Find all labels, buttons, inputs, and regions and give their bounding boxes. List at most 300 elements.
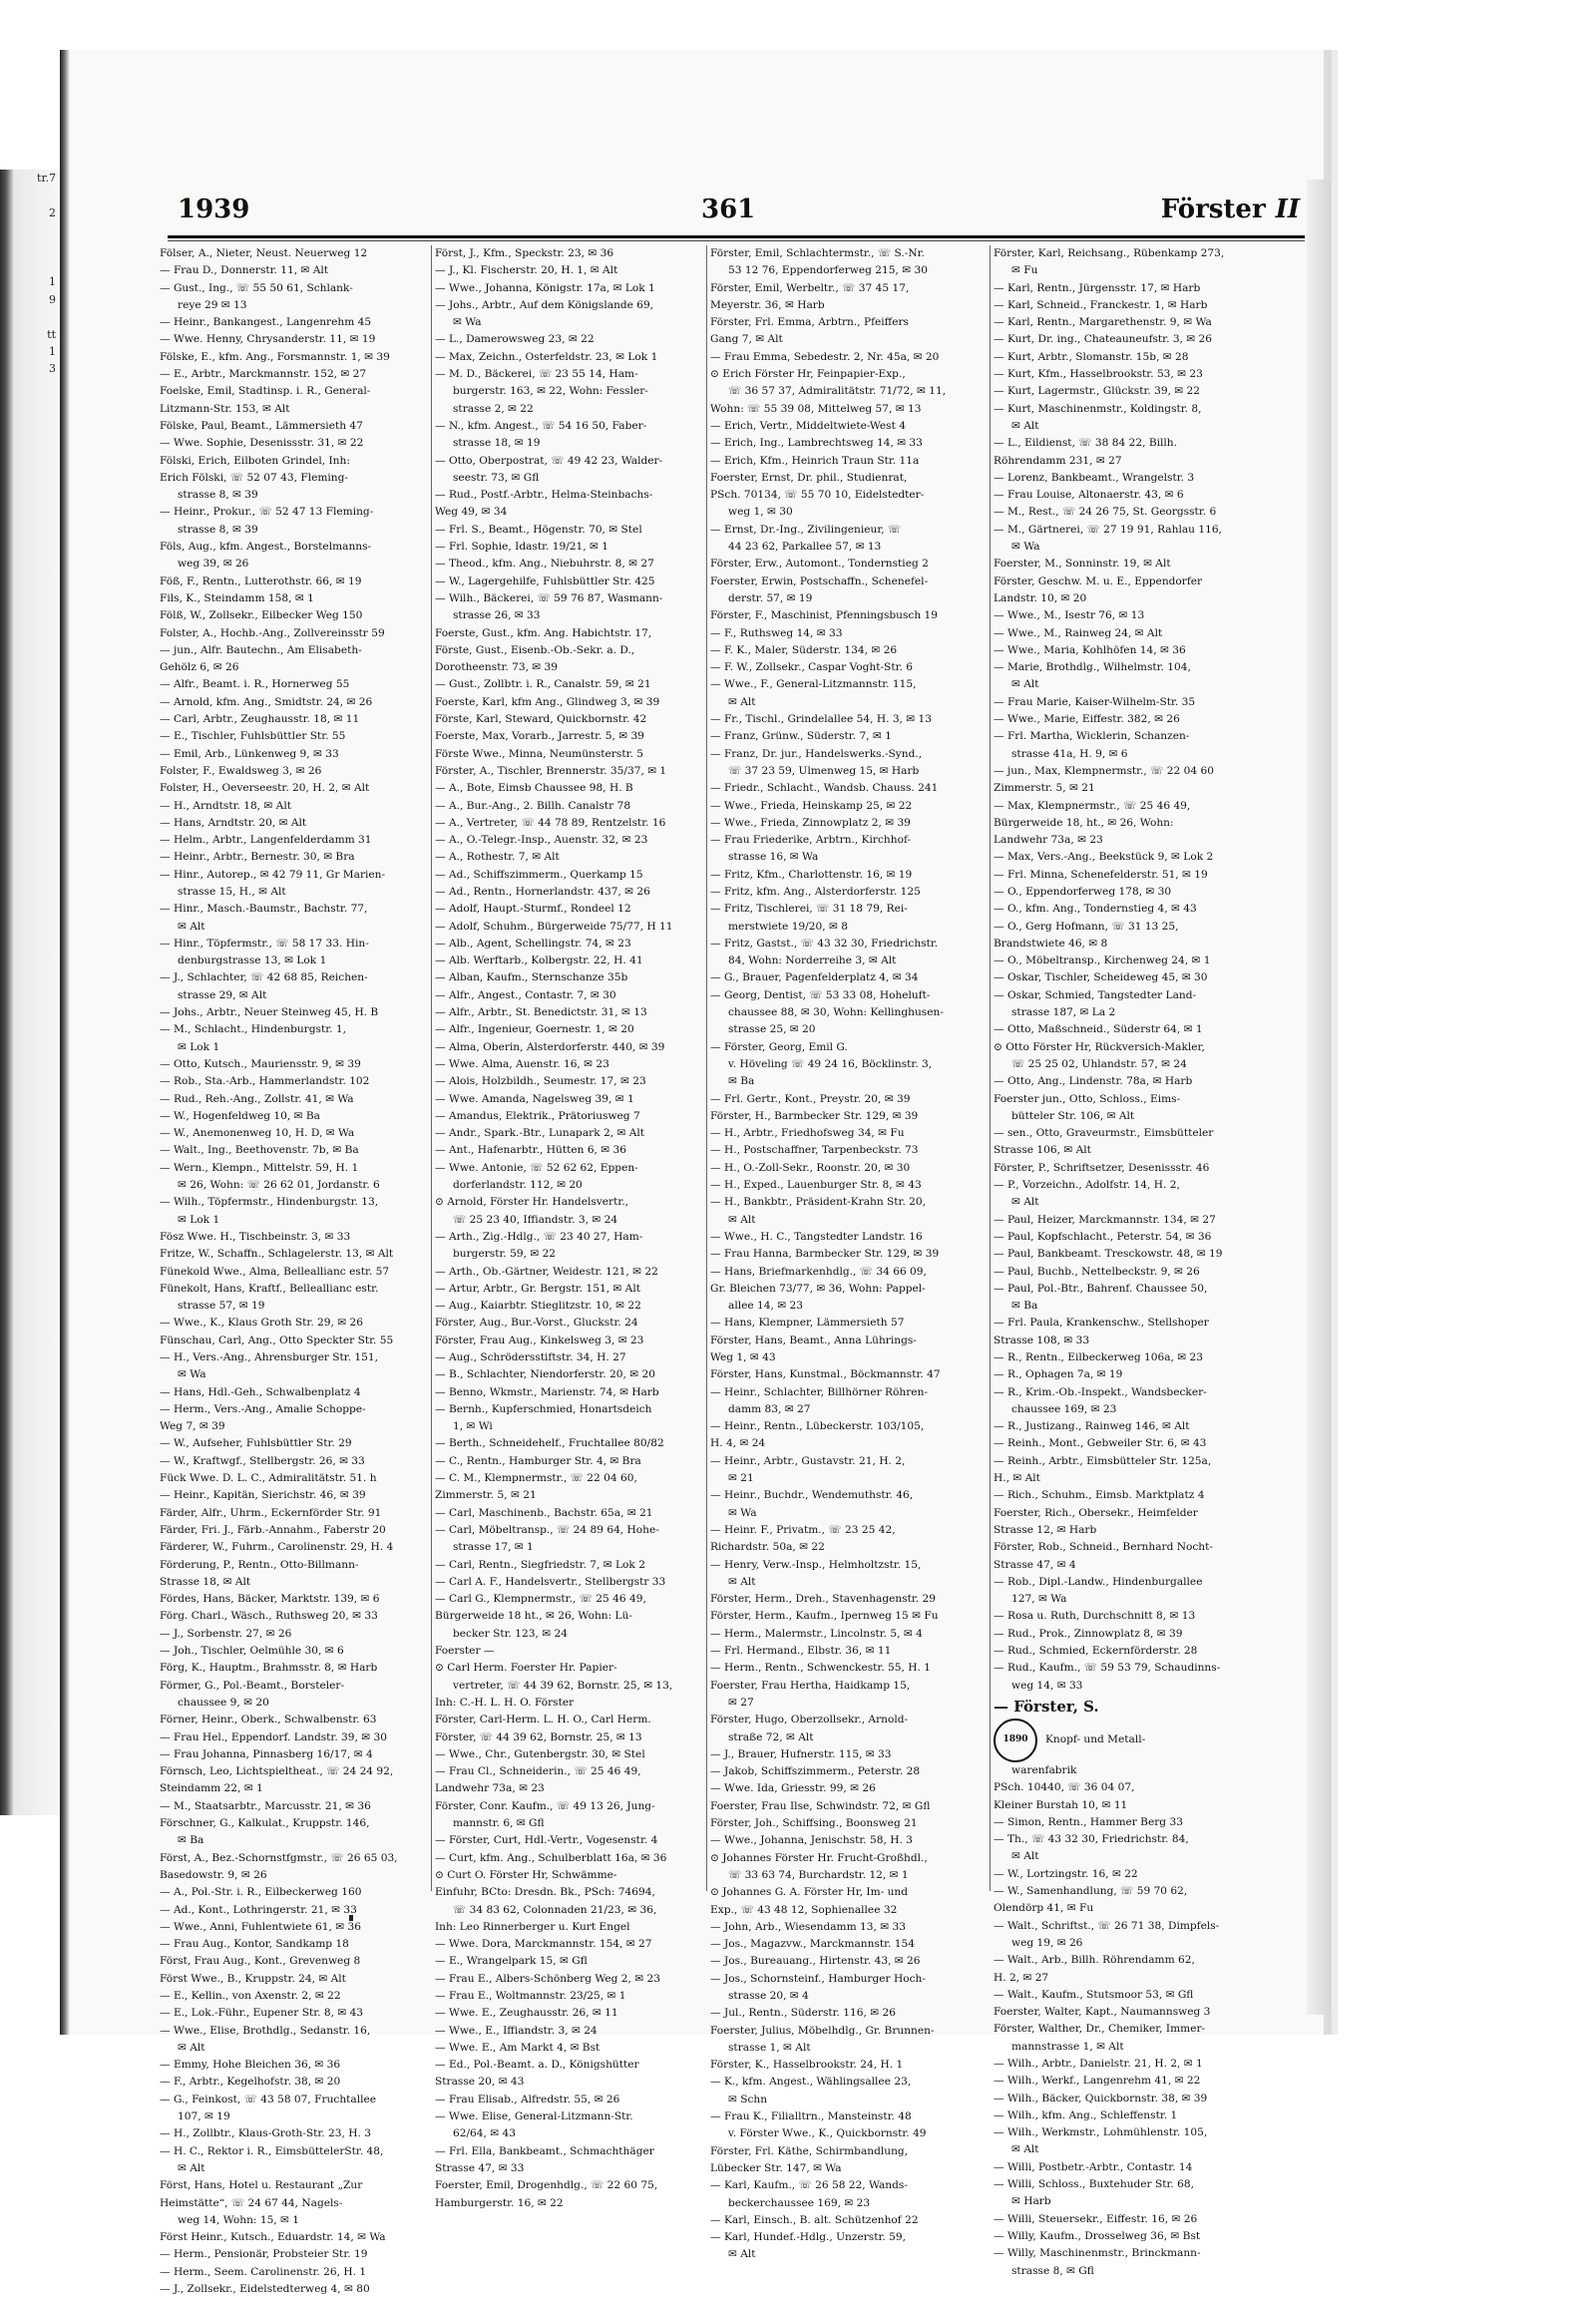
facing-page-fragment	[0, 603, 60, 620]
directory-entry-line: ✉ Alt	[178, 2161, 205, 2174]
directory-entry-line: — Rosa u. Ruth, Durchschnitt 8, ✉ 13	[994, 1610, 1196, 1623]
directory-entry-line: Förster, Karl, Reichsang., Rübenkamp 273,	[994, 247, 1225, 259]
directory-entry-line: — Jos., Magazvw., Marckmannstr. 154	[710, 1938, 915, 1951]
directory-entry-line: — Alois, Holzbildh., Seumestr. 17, ✉ 23	[435, 1075, 646, 1088]
directory-entry-line: chaussee 169, ✉ 23	[1011, 1402, 1117, 1415]
directory-entry-line: Förmer, G., Pol.-Beamt., Borsteler-	[160, 1679, 345, 1692]
directory-entry-line: Strasse 106, ✉ Alt	[994, 1144, 1091, 1157]
directory-entry-line: ✉ Alt	[1011, 678, 1039, 691]
directory-entry-line: — Willi, Schloss., Buxtehuder Str. 68,	[994, 2178, 1194, 2191]
directory-entry-line: strasse 29, ✉ Alt	[178, 988, 267, 1001]
directory-entry-line: — Frau Aug., Kontor, Sandkamp 18	[160, 1938, 349, 1951]
directory-entry-line: Fück Wwe. D. L. C., Admiralitätstr. 51. h	[160, 1472, 377, 1485]
directory-entry-line: — Frau E., Woltmannstr. 23/25, ✉ 1	[435, 1989, 626, 2002]
directory-entry-line: — Willy, Maschinenmstr., Brinckmann-	[994, 2247, 1201, 2260]
directory-entry-line: — Frau E., Albers-Schönberg Weg 2, ✉ 23	[435, 1972, 661, 1985]
directory-entry-line: Inh: Leo Rinnerberger u. Kurt Engel	[435, 1920, 630, 1933]
directory-entry-line: — Frau D., Donnerstr. 11, ✉ Alt	[160, 264, 329, 277]
directory-entry-line: — A., Vertreter, ☏ 44 78 89, Rentzelstr. 16	[435, 816, 666, 829]
directory-entry-line: — Wwe., Johanna, Königstr. 17a, ✉ Lok 1	[435, 281, 655, 294]
directory-entry-line: strasse 18, ✉ 19	[453, 437, 541, 450]
directory-entry-line: — Wwe. E., Am Markt 4, ✉ Bst	[435, 2041, 600, 2054]
facing-page-fragment	[0, 552, 60, 569]
header-rule	[168, 235, 1305, 238]
directory-entry-line: — W., Lagergehilfe, Fuhlsbüttler Str. 425	[435, 574, 655, 587]
directory-entry-line: ✉ Alt	[728, 1213, 756, 1226]
directory-entry-line: — Wwe., E., Iffiandstr. 3, ✉ 24	[435, 2024, 598, 2037]
directory-entry-line: — Heinr., Schlachter, Billhörner Röhren-	[710, 1385, 928, 1398]
directory-entry-line: — Oskar, Tischler, Scheideweg 45, ✉ 30	[994, 971, 1208, 984]
facing-page-fragment	[0, 742, 60, 759]
directory-entry-line: Färder, Alfr., Uhrm., Eckernförder Str. 91	[160, 1506, 382, 1519]
directory-entry-line: Foerster, M., Sonninstr. 19, ✉ Alt	[994, 558, 1171, 571]
directory-entry-line: — B., Schlachter, Niendorferstr. 20, ✉ 20	[435, 1368, 655, 1381]
facing-page-fragment: 9	[49, 292, 56, 306]
directory-entry-line: — Andr., Spark.-Btr., Lunapark 2, ✉ Alt	[435, 1127, 645, 1140]
left-page-edge	[0, 170, 60, 1815]
directory-entry-line: ✉ Wa	[453, 316, 482, 329]
facing-page-fragment	[0, 1437, 60, 1454]
directory-entry-line: Foerste, Gust., kfm. Ang. Habichtstr. 17,	[435, 626, 652, 639]
directory-entry-line: ✉ Alt	[1011, 2143, 1039, 2156]
directory-entry-line: Strasse 47, ✉ 4	[994, 1558, 1076, 1571]
directory-entry-line: — Heinr., Kapitän, Sierichstr. 46, ✉ 39	[160, 1489, 366, 1502]
firm-logo-text: Knopf- und Metall-	[1045, 1733, 1146, 1746]
directory-entry-line: — L., Damerowsweg 23, ✉ 22	[435, 333, 595, 346]
facing-page-fragment	[0, 535, 60, 552]
facing-page-fragment	[0, 1628, 60, 1645]
directory-entry-line: — W., Anemonenweg 10, H. D, ✉ Wa	[160, 1127, 355, 1140]
header-year: 1939	[178, 194, 250, 224]
directory-entry-line: — Walt., Ing., Beethovenstr. 7b, ✉ Ba	[160, 1144, 359, 1157]
directory-entry-line: ✉ Alt	[728, 2248, 756, 2261]
directory-entry-line: Förste, Gust., Eisenb.-Ob.-Sekr. a. D.,	[435, 643, 635, 656]
directory-entry-line: — M., Rest., ☏ 24 26 75, St. Georgsstr. 6	[994, 506, 1217, 519]
directory-entry-line: Förster, Rob., Schneid., Bernhard Nocht-	[994, 1541, 1213, 1554]
directory-entry-line: Strasse 12, ✉ Harb	[994, 1523, 1097, 1536]
facing-page-fragment	[0, 777, 60, 794]
directory-entry-line: — Heinr., Buchdr., Wendemuthstr. 46,	[710, 1489, 914, 1502]
facing-page-fragment	[0, 1680, 60, 1697]
directory-entry-line: — Lorenz, Bankbeamt., Wrangelstr. 3	[994, 471, 1195, 484]
facing-page-fragment	[0, 1559, 60, 1576]
directory-entry-line: — Frl. Sophie, Idastr. 19/21, ✉ 1	[435, 541, 608, 554]
directory-entry-line: — R., Rentn., Eilbeckerweg 106a, ✉ 23	[994, 1351, 1204, 1363]
directory-entry-line: strasse 15, H., ✉ Alt	[178, 885, 286, 898]
directory-entry-line: — H. C., Rektor i. R., EimsbüttelerStr. 48,	[160, 2144, 384, 2157]
directory-entry-line: Strasse 18, ✉ Alt	[160, 1575, 251, 1588]
directory-entry-line: — Gust., Ing., ☏ 55 50 61, Schlank-	[160, 281, 353, 294]
directory-entry-line: — Alban, Kaufm., Sternschanze 35b	[435, 971, 628, 984]
directory-entry-line: — Th., ☏ 43 32 30, Friedrichstr. 84,	[994, 1833, 1189, 1846]
facing-page-fragment	[0, 1055, 60, 1072]
directory-entry-line: — W., Hogenfeldweg 10, ✉ Ba	[160, 1109, 320, 1122]
directory-entry-line: Förster, Herm., Dreh., Stavenhagenstr. 29	[710, 1593, 937, 1606]
facing-page-fragment	[0, 1298, 60, 1315]
directory-entry-line: — John, Arb., Wiesendamm 13, ✉ 33	[710, 1920, 906, 1933]
directory-entry-line: — Emmy, Hohe Bleichen 36, ✉ 36	[160, 2059, 341, 2072]
directory-entry-line: — Willy, Kaufm., Drosselweg 36, ✉ Bst	[994, 2229, 1201, 2242]
directory-entry-line: — Wwe., K., Klaus Groth Str. 29, ✉ 26	[160, 1317, 363, 1330]
directory-entry-line: — Heinr. F., Privatm., ☏ 23 25 42,	[710, 1523, 896, 1536]
directory-entry-line: Förster, Frau Aug., Kinkelsweg 3, ✉ 23	[435, 1334, 644, 1346]
directory-entry-line: strasse 26, ✉ 33	[453, 609, 541, 622]
facing-page-fragment	[0, 1732, 60, 1749]
directory-entry-line: — F. K., Maler, Süderstr. 134, ✉ 26	[710, 643, 898, 656]
directory-entry-line: — R., Ophagen 7a, ✉ 19	[994, 1368, 1123, 1381]
directory-entry-line: Förster, Walther, Dr., Chemiker, Immer-	[994, 2023, 1206, 2036]
directory-entry-line: — R., Krim.-Ob.-Inspekt., Wandsbecker-	[994, 1385, 1207, 1398]
directory-entry-line: Inh: C.-H. L. H. O. Förster	[435, 1696, 575, 1709]
directory-entry-line: Förste Wwe., Minna, Neumünsterstr. 5	[435, 747, 643, 760]
directory-entry-line: — Herm., Rentn., Schwenckestr. 55, H. 1	[710, 1662, 931, 1675]
facing-page-fragment	[0, 968, 60, 985]
directory-entry-line: Förster, Frl. Käthe, Schirmbandlung,	[710, 2144, 909, 2157]
directory-entry-line: 84, Wohn: Norderreihe 3, ✉ Alt	[728, 955, 897, 967]
directory-entry-line: — Wwe., Johanna, Jenischstr. 58, H. 3	[710, 1834, 913, 1847]
directory-entry-line: Fölski, Erich, Eilboten Grindel, Inh:	[160, 454, 350, 467]
directory-entry-line: — Wwe., Elise, Brothdlg., Sedanstr. 16,	[160, 2024, 371, 2037]
facing-page-fragment	[0, 221, 60, 238]
directory-entry-line: — Fritz, kfm. Ang., Alsterdorferstr. 125	[710, 885, 921, 898]
facing-page-fragment	[0, 1211, 60, 1228]
directory-entry-line: ⊙ Arnold, Förster Hr. Handelsvertr.,	[435, 1196, 629, 1209]
directory-entry-line: — Kurt, Lagermstr., Glückstr. 39, ✉ 22	[994, 385, 1201, 398]
directory-entry-line: Zimmerstr. 5, ✉ 21	[994, 782, 1095, 795]
facing-page-fragment	[0, 1072, 60, 1089]
directory-entry-line: Bürgerweide 18 ht., ✉ 26, Wohn: Lü-	[435, 1610, 632, 1623]
seal-icon: 1890	[994, 1719, 1037, 1762]
directory-entry-line: — Hans, Arndtstr. 20, ✉ Alt	[160, 816, 307, 829]
directory-entry-line: — Otto, Oberpostrat, ☏ 49 42 23, Walder-	[435, 454, 663, 467]
directory-entry-line: 53 12 76, Eppendorferweg 215, ✉ 30	[728, 264, 928, 277]
directory-entry-line: — Wilh., kfm. Ang., Schleffenstr. 1	[994, 2108, 1178, 2121]
directory-entry-line: — Frl. Gertr., Kont., Preystr. 20, ✉ 39	[710, 1092, 911, 1105]
firm-heading: — Förster, S.	[994, 1697, 1099, 1716]
column-separator	[431, 245, 432, 1891]
directory-entry-line: Röhrendamm 231, ✉ 27	[994, 454, 1122, 467]
directory-entry-line: ✉ Wa	[1011, 541, 1040, 554]
directory-entry-line: — Wilh., Bäckerei, ☏ 59 76 87, Wasmann-	[435, 591, 663, 604]
directory-entry-line: Förg, K., Hauptm., Brahmsstr. 8, ✉ Harb	[160, 1662, 378, 1675]
facing-page-fragment	[0, 1593, 60, 1610]
directory-entry-line: — J., Zollsekr., Eidelstedterweg 4, ✉ 80	[160, 2283, 370, 2296]
directory-entry-line: Förster, Joh., Schiffsing., Boonsweg 21	[710, 1817, 918, 1830]
directory-entry-line: weg 14, Wohn: 15, ✉ 1	[178, 2213, 300, 2226]
directory-entry-line: strasse 1, ✉ Alt	[728, 2041, 811, 2054]
directory-entry-line: — Wwe. Sophie, Desenissstr. 31, ✉ 22	[160, 437, 364, 450]
directory-entry-line: — Heinr., Prokur., ☏ 52 47 13 Fleming-	[160, 506, 374, 519]
directory-entry-line: — E., Lok.-Führ., Eupener Str. 8, ✉ 43	[160, 2007, 364, 2020]
directory-entry-line: — E., Tischler, Fuhlsbüttler Str. 55	[160, 730, 346, 743]
directory-entry-line: ✉ Schn	[728, 2093, 768, 2106]
directory-entry-line: — Jakob, Schiffszimmerm., Peterstr. 28	[710, 1765, 921, 1778]
facing-page-fragment	[0, 725, 60, 742]
directory-entry-line: — Wwe., H. C., Tangstedter Landstr. 16	[710, 1230, 923, 1243]
facing-page-fragment: tr.7	[37, 172, 56, 185]
directory-entry-line: — Max, Vers.-Ang., Beekstück 9, ✉ Lok 2	[994, 851, 1214, 864]
directory-entry-line: — Henry, Verw.-Insp., Helmholtzstr. 15,	[710, 1558, 922, 1571]
directory-entry-line: Foerster, Rich., Obersekr., Heimfelder	[994, 1506, 1198, 1519]
directory-entry-line: Foerster, Walter, Kapt., Naumannsweg 3	[994, 2006, 1211, 2019]
directory-entry-line: — W., Samenhandlung, ☏ 59 70 62,	[994, 1885, 1188, 1898]
directory-entry-line: — Frl. Ella, Bankbeamt., Schmachthäger	[435, 2144, 654, 2157]
directory-entry-line: — H., Zollbtr., Klaus-Groth-Str. 23, H. 3	[160, 2127, 371, 2140]
directory-entry-line: — Wwe. Elise, General-Litzmann-Str.	[435, 2110, 633, 2123]
facing-page-fragment	[0, 1506, 60, 1523]
directory-entry-line: Förster, Frl. Emma, Arbtrn., Pfeiffers	[710, 316, 909, 329]
directory-entry-line: — Karl, Rentn., Margarethenstr. 9, ✉ Wa	[994, 316, 1212, 329]
directory-entry-line: — C. M., Klempnermstr., ☏ 22 04 60,	[435, 1472, 637, 1485]
header-name: Förster	[1160, 194, 1266, 224]
directory-entry-line: ☏ 36 57 37, Admiralitätstr. 71/72, ✉ 11,	[728, 385, 947, 398]
directory-entry-line: — H., Exped., Lauenburger Str. 8, ✉ 43	[710, 1179, 922, 1192]
facing-page-fragment	[0, 1646, 60, 1663]
directory-entry-line: — C., Rentn., Hamburger Str. 4, ✉ Bra	[435, 1454, 641, 1467]
directory-entry-line: dorferlandstr. 112, ✉ 20	[453, 1179, 583, 1192]
directory-entry-line: Förster, Aug., Bur.-Vorst., Gluckstr. 24	[435, 1317, 638, 1330]
column-3	[710, 245, 982, 2261]
directory-entry-line: H. 2, ✉ 27	[994, 1971, 1049, 1984]
directory-entry-line: Fünekolt, Hans, Kraftf., Belleallianc estr.	[160, 1282, 379, 1295]
directory-entry-line: — Carl A. F., Handelsvertr., Stellbergstr 33	[435, 1575, 666, 1588]
directory-entry-line: Heimstätte“, ☏ 24 67 44, Nagels-	[160, 2196, 343, 2209]
directory-entry-line: Fösz Wwe. H., Tischbeinstr. 3, ✉ 33	[160, 1230, 351, 1243]
directory-entry-line: — W., Aufseher, Fuhlsbüttler Str. 29	[160, 1437, 352, 1450]
directory-entry-line: — H., Arbtr., Friedhofsweg 34, ✉ Fu	[710, 1127, 905, 1140]
directory-entry-line: ✉ Wa	[728, 1506, 757, 1519]
directory-entry-line: Erich Fölski, ☏ 52 07 43, Fleming-	[160, 471, 348, 484]
directory-entry-line: Förschner, G., Kalkulat., Kruppstr. 146,	[160, 1817, 370, 1830]
directory-entry-line: ☏ 33 63 74, Burchardstr. 12, ✉ 1	[728, 1868, 909, 1881]
directory-entry-line: Förster, Herm., Kaufm., Ipernweg 15 ✉ Fu	[710, 1610, 939, 1623]
directory-entry-line: — Heinr., Arbtr., Gustavstr. 21, H. 2,	[710, 1454, 906, 1467]
directory-entry-line: — Förster, Georg, Emil G.	[710, 1040, 848, 1053]
directory-entry-line: — Curt, kfm. Ang., Schulberblatt 16a, ✉ 36	[435, 1851, 667, 1864]
directory-entry-line: — Otto, Maßschneid., Süderstr 64, ✉ 1	[994, 1023, 1203, 1036]
directory-entry-line: — E., Wrangelpark 15, ✉ Gfl	[435, 1955, 588, 1968]
directory-entry-line: — Rud., Reh.-Ang., Zollstr. 41, ✉ Wa	[160, 1092, 354, 1105]
directory-entry-line: Först, A., Bez.-Schornstfgmstr., ☏ 26 65 03,	[160, 1851, 398, 1864]
directory-entry-line: Förster, P., Schriftsetzer, Desenissstr. 46	[994, 1161, 1210, 1174]
directory-entry-line: Förster, Erw., Automont., Tondernstieg 2	[710, 558, 929, 571]
directory-entry-line: Förster, Hans, Kunstmal., Böckmannstr. 47	[710, 1368, 941, 1381]
directory-entry-line: — Willi, Postbetr.-Arbtr., Contastr. 14	[994, 2160, 1193, 2173]
directory-entry-line: Förster, Hans, Beamt., Anna Lührings-	[710, 1334, 917, 1346]
directory-entry-line: warenfabrik	[1011, 1763, 1077, 1776]
directory-entry-line: — Carl, Rentn., Siegfriedstr. 7, ✉ Lok 2	[435, 1558, 645, 1571]
directory-entry-line: strasse 8, ✉ 39	[178, 523, 258, 536]
directory-entry-line: — P., Vorzeichn., Adolfstr. 14, H. 2,	[994, 1179, 1180, 1192]
directory-entry-line: — Max, Zeichn., Osterfeldstr. 23, ✉ Lok 1	[435, 350, 658, 363]
directory-entry-line: Förste, Karl, Steward, Quickbornstr. 42	[435, 713, 647, 726]
directory-entry-line: Olendörp 41, ✉ Fu	[994, 1902, 1094, 1915]
header-rule-thin	[168, 240, 1305, 241]
directory-entry-line: — F., Arbtr., Kegelhofstr. 38, ✉ 20	[160, 2076, 341, 2089]
facing-page-fragment	[0, 760, 60, 777]
firm-logo-line	[994, 1719, 1265, 1762]
facing-page-fragment	[0, 621, 60, 638]
directory-entry-line: 62/64, ✉ 43	[453, 2127, 516, 2140]
directory-entry-line: — J., Sorbenstr. 27, ✉ 26	[160, 1627, 292, 1640]
directory-entry-line: Förster, K., Hasselbrookstr. 24, H. 1	[710, 2059, 904, 2072]
directory-entry-line: — Carl, Möbeltransp., ☏ 24 89 64, Hohe-	[435, 1523, 659, 1536]
facing-page-fragment	[0, 1384, 60, 1401]
directory-entry-line: — Herm., Pensionär, Probsteier Str. 19	[160, 2248, 368, 2261]
facing-page-fragment	[0, 1124, 60, 1141]
directory-entry-line: — Wwe. Henny, Chrysanderstr. 11, ✉ 19	[160, 333, 376, 346]
directory-entry-line: Lübecker Str. 147, ✉ Wa	[710, 2161, 842, 2174]
directory-entry-line: — Frl. S., Beamt., Högenstr. 70, ✉ Stel	[435, 523, 642, 536]
directory-entry-line: Landwehr 73a, ✉ 23	[994, 834, 1103, 847]
directory-entry-line: — Max, Klempnermstr., ☏ 25 46 49,	[994, 799, 1191, 812]
directory-entry-line: ✉ Alt	[178, 2041, 205, 2054]
directory-entry-line: — E., Arbtr., Marckmannstr. 152, ✉ 27	[160, 368, 367, 381]
directory-entry-line: Steindamm 22, ✉ 1	[160, 1782, 263, 1795]
directory-entry-line: — K., kfm. Angest., Wählingsallee 23,	[710, 2076, 912, 2089]
directory-entry-line: PSch. 70134, ☏ 55 70 10, Eidelstedter-	[710, 489, 925, 502]
directory-entry-line: strasse 57, ✉ 19	[178, 1300, 265, 1313]
directory-entry-line: — Wwe., M., Isestr 76, ✉ 13	[994, 609, 1145, 622]
directory-entry-line: Litzmann-Str. 153, ✉ Alt	[160, 402, 290, 415]
directory-entry-line: Weg 49, ✉ 34	[435, 506, 508, 519]
directory-entry-line: — Ad., Kont., Lothringerstr. 21, ✉ 33	[160, 1903, 357, 1916]
directory-entry-line: Först, J., Kfm., Speckstr. 23, ✉ 36	[435, 247, 614, 259]
facing-page-fragment	[0, 1663, 60, 1680]
directory-entry-line: — Erich, Ing., Lambrechtsweg 14, ✉ 33	[710, 437, 923, 450]
directory-entry-line: — Fritz, Gastst., ☏ 43 32 30, Friedrichstr.	[710, 937, 939, 950]
directory-entry-line: — Herm., Malermstr., Lincolnstr. 5, ✉ 4	[710, 1627, 923, 1640]
directory-entry-line: Fritze, W., Schaffn., Schlagelerstr. 13, ✉ Alt	[160, 1248, 394, 1261]
directory-entry-line: — E., Kellin., von Axenstr. 2, ✉ 22	[160, 1989, 341, 2002]
directory-entry-line: 1, ✉ Wi	[453, 1420, 493, 1433]
directory-entry-line: Först, Hans, Hotel u. Restaurant „Zur	[160, 2179, 363, 2192]
directory-entry-line: — Simon, Rentn., Hammer Berg 33	[994, 1815, 1183, 1828]
directory-entry-line: Fünekold Wwe., Alma, Belleallianc estr. 57	[160, 1265, 390, 1278]
directory-entry-line: Strasse 108, ✉ 33	[994, 1334, 1090, 1346]
directory-entry-line: — Alfr., Ingenieur, Goernestr. 1, ✉ 20	[435, 1023, 634, 1036]
directory-entry-line: — Karl, Schneid., Franckestr. 1, ✉ Harb	[994, 298, 1208, 311]
directory-entry-line: Strasse 47, ✉ 33	[435, 2161, 525, 2174]
directory-entry-line: — Walt., Arb., Billh. Röhrendamm 62,	[994, 1954, 1195, 1967]
page-header	[178, 194, 1300, 230]
directory-entry-line: — Walt., Schriftst., ☏ 26 71 38, Dimpfels-	[994, 1919, 1220, 1932]
directory-entry-line: Basedowstr. 9, ✉ 26	[160, 1868, 267, 1881]
directory-entry-line: — Kurt, Arbtr., Slomanstr. 15b, ✉ 28	[994, 350, 1189, 363]
facing-page-fragment: 1	[49, 275, 56, 289]
directory-entry-line: Fördes, Hans, Bäcker, Marktstr. 139, ✉ 6	[160, 1593, 380, 1606]
directory-entry-line: Fils, K., Steindamm 158, ✉ 1	[160, 591, 314, 604]
directory-entry-line: — Joh., Tischler, Oelmühle 30, ✉ 6	[160, 1645, 344, 1658]
directory-entry-line: v. Höveling ☏ 49 24 16, Böcklinstr. 3,	[728, 1057, 933, 1070]
directory-entry-line: — Friedr., Schlacht., Wandsb. Chauss. 241	[710, 782, 939, 795]
directory-entry-line: Föls, Aug., kfm. Angest., Borstelmanns-	[160, 541, 372, 554]
directory-entry-line: Förster, A., Tischler, Brennerstr. 35/37, ✉ 1	[435, 764, 667, 777]
directory-entry-line: — Erich, Vertr., Middeltwiete-West 4	[710, 419, 906, 432]
directory-entry-line: — Frl. Martha, Wicklerin, Schanzen-	[994, 730, 1190, 743]
directory-entry-line: Meyerstr. 36, ✉ Harb	[710, 298, 825, 311]
directory-entry-line: Gehölz 6, ✉ 26	[160, 661, 239, 674]
directory-entry-line: Gang 7, ✉ Alt	[710, 333, 783, 346]
directory-entry-line: — Jos., Schornsteinf., Hamburger Hoch-	[710, 1972, 926, 1985]
directory-entry-line: — H., Arndtstr. 18, ✉ Alt	[160, 799, 291, 812]
directory-entry-line: Förg. Charl., Wäsch., Ruthsweg 20, ✉ 33	[160, 1610, 378, 1623]
directory-entry-line: ✉ 27	[728, 1696, 754, 1709]
directory-entry-line: ✉ Alt	[1011, 419, 1039, 432]
directory-entry-line: — A., Bur.-Ang., 2. Billh. Canalstr 78	[435, 799, 631, 812]
facing-page-fragment	[0, 882, 60, 899]
directory-entry-line: Förster, Emil, Schlachtermstr., ☏ S.-Nr.	[710, 247, 925, 259]
directory-entry-line: ✉ Lok 1	[178, 1213, 220, 1226]
directory-entry-line: — Wilh., Arbtr., Danielstr. 21, H. 2, ✉ 1	[994, 2057, 1203, 2070]
directory-entry-line: allee 14, ✉ 23	[728, 1300, 803, 1313]
directory-entry-line: — G., Feinkost, ☏ 43 58 07, Fruchtallee	[160, 2093, 377, 2106]
directory-entry-line: — Wwe. Antonie, ☏ 52 62 62, Eppen-	[435, 1161, 638, 1174]
facing-page-fragment	[0, 864, 60, 881]
directory-entry-line: — Georg, Dentist, ☏ 53 33 08, Hoheluft-	[710, 988, 931, 1001]
directory-entry-line: — Wwe. Dora, Marckmannstr. 154, ✉ 27	[435, 1938, 652, 1951]
directory-entry-line: Först Wwe., B., Kruppstr. 24, ✉ Alt	[160, 1972, 346, 1985]
directory-entry-line: ⊙ Curt O. Förster Hr, Schwämme-	[435, 1868, 617, 1881]
directory-entry-line: ⊙ Johannes Förster Hr. Frucht-Großhdl.,	[710, 1851, 928, 1864]
directory-entry-line: — Fr., Tischl., Grindelallee 54, H. 3, ✉ 13	[710, 713, 933, 726]
directory-entry-line: ✉ Harb	[1011, 2195, 1051, 2208]
facing-page-fragment	[0, 934, 60, 951]
directory-entry-line: Hamburgerstr. 16, ✉ 22	[435, 2196, 564, 2209]
directory-entry-line: — Wwe., Frieda, Zinnowplatz 2, ✉ 39	[710, 816, 911, 829]
directory-entry-line: — Franz, Grünw., Süderstr. 7, ✉ 1	[710, 730, 892, 743]
directory-entry-line: — Paul, Bankbeamt. Tresckowstr. 48, ✉ 19	[994, 1248, 1223, 1261]
directory-entry-line: Folster, F., Ewaldsweg 3, ✉ 26	[160, 764, 322, 777]
facing-page-fragment	[0, 239, 60, 256]
directory-entry-line: Först, Frau Aug., Kont., Grevenweg 8	[160, 1955, 361, 1968]
facing-page-fragment	[0, 1159, 60, 1176]
facing-page-fragment	[0, 1316, 60, 1333]
directory-entry-line: Foerster, Julius, Möbelhdlg., Gr. Brunnen-	[710, 2024, 935, 2037]
directory-entry-line: — Rud., Postf.-Arbtr., Helma-Steinbachs-	[435, 489, 653, 502]
directory-entry-line: — Wwe. Alma, Auenstr. 16, ✉ 23	[435, 1057, 609, 1070]
facing-page-fragment	[0, 1177, 60, 1194]
facing-page-fragment	[0, 187, 60, 203]
directory-entry-line: — W., Kraftwgf., Stellbergstr. 26, ✉ 33	[160, 1454, 365, 1467]
facing-page-fragment	[0, 899, 60, 916]
directory-entry-line: — Ad., Rentn., Hornerlandstr. 437, ✉ 26	[435, 885, 650, 898]
directory-entry-line: — Arth., Ob.-Gärtner, Weidestr. 121, ✉ 22	[435, 1265, 658, 1278]
directory-entry-line: Fünschau, Carl, Ang., Otto Speckter Str. 55	[160, 1334, 394, 1346]
directory-entry-line: — Frau Cl., Schneiderin., ☏ 25 46 49,	[435, 1765, 641, 1778]
ink-speck	[349, 1915, 353, 1921]
directory-entry-line: — A., O.-Telegr.-Insp., Auenstr. 32, ✉ 23	[435, 834, 648, 847]
facing-page-fragment	[0, 1037, 60, 1054]
directory-entry-line: — jun., Max, Klempnermstr., ☏ 22 04 60	[994, 764, 1214, 777]
directory-entry-line: straße 72, ✉ Alt	[728, 1730, 814, 1743]
directory-entry-line: — Frau Elisab., Alfredstr. 55, ✉ 26	[435, 2093, 620, 2106]
directory-entry-line: — Wwe., Marie, Eiffestr. 382, ✉ 26	[994, 713, 1180, 726]
directory-entry-line: — Kurt, Kfm., Hasselbrookstr. 53, ✉ 23	[994, 368, 1203, 381]
directory-entry-line: — Karl, Rentn., Jürgensstr. 17, ✉ Harb	[994, 281, 1201, 294]
directory-entry-line: — Alfr., Angest., Contastr. 7, ✉ 30	[435, 988, 616, 1001]
column-1	[160, 245, 431, 2296]
facing-page-fragment	[0, 448, 60, 465]
facing-page-fragment	[0, 1784, 60, 1801]
facing-page-fragment	[0, 1107, 60, 1124]
facing-page-fragment	[0, 1281, 60, 1298]
directory-entry-line: Wohn: ☏ 55 39 08, Mittelweg 57, ✉ 13	[710, 402, 922, 415]
directory-entry-line: — Arnold, kfm. Ang., Smidtstr. 24, ✉ 26	[160, 695, 373, 708]
facing-page-fragment	[0, 465, 60, 482]
directory-entry-line: weg 19, ✉ 26	[1011, 1936, 1083, 1949]
directory-entry-line: strasse 20, ✉ 4	[728, 1989, 809, 2002]
